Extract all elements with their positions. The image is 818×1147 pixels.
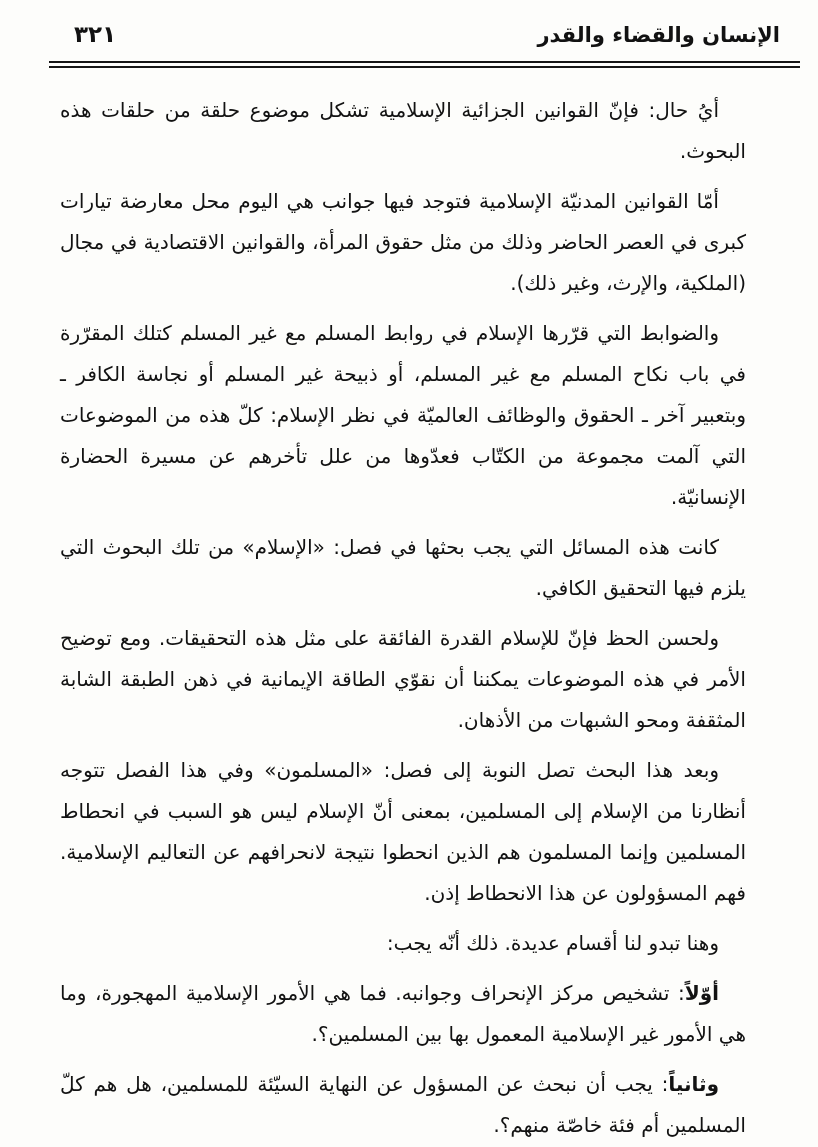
paragraph-text: وبعد هذا البحث تصل النوبة إلى فصل: «المسلمون» وفي هذا الفصل تتوجه أنظارنا من الإسلام إلى المسلمين، بمعنى أنّ الإسلام ليس هو السبب في انحطاط المسلمين وإنما المسلمون هم الذين انحطوا نتيجة لانحرافهم عن التعاليم الإسلامية. فهم المسؤولون عن هذا الانحطاط إذن. <box>60 758 746 905</box>
paragraph-text: ولحسن الحظ فإنّ للإسلام القدرة الفائقة على مثل هذه التحقيقات. ومع توضيح الأمر في هذه الموضوعات يمكننا أن نقوّي الطاقة الإيمانية في ذهن الطبقة الشابة المثقفة ومحو الشبهات من الأذهان. <box>60 626 746 732</box>
paragraph <box>60 750 746 914</box>
paragraph <box>60 181 746 304</box>
paragraph-lead: وثانياً <box>668 1072 719 1096</box>
paragraph <box>60 923 746 964</box>
paragraph <box>60 618 746 741</box>
paragraph-text: أيُ حال: فإنّ القوانين الجزائية الإسلامية تشكل موضوع حلقة من حلقات هذه البحوث. <box>60 98 746 163</box>
paragraph-text: كانت هذه المسائل التي يجب بحثها في فصل: «الإسلام» من تلك البحوث التي يلزم فيها التحقيق الكافي. <box>60 535 746 600</box>
paragraph-text: : تشخيص مركز الإنحراف وجوانبه. فما هي الأمور الإسلامية المهجورة، وما هي الأمور غير الإسلامية المعمول بها بين المسلمين؟. <box>60 981 746 1046</box>
paragraph-text: : يجب أن نبحث عن المسؤول عن النهاية السيّئة للمسلمين، هل هم كلّ المسلمين أم فئة خاصّة منهم؟. <box>60 1072 746 1137</box>
paragraph <box>60 1064 746 1146</box>
paragraph-lead: أوّلاً <box>684 981 719 1005</box>
page-number: ٣٢١ <box>74 22 117 48</box>
paragraph-text: أمّا القوانين المدنيّة الإسلامية فتوجد فيها جوانب هي اليوم محل معارضة تيارات كبرى في العصر الحاضر وذلك من مثل حقوق المرأة، والقوانين الاقتصادية في مجال (الملكية، والإرث، وغير ذلك). <box>60 189 746 295</box>
body-text <box>60 90 746 1146</box>
running-title: الإنسان والقضاء والقدر <box>537 23 780 47</box>
page-header <box>74 22 780 48</box>
paragraph <box>60 527 746 609</box>
paragraph-text: والضوابط التي قرّرها الإسلام في روابط المسلم مع غير المسلم كتلك المقرّرة في باب نكاح المسلم مع غير المسلم، أو ذبيحة غير المسلم أو نجاسة الكافر ـ وبتعبير آخر ـ الحقوق والوظائف العالميّة في نظر الإسلام: كلّ هذه من الموضوعات التي آلمت مجموعة من الكتّاب فعدّوها من علل تأخرهم عن مسيرة الحضارة الإنسانيّة. <box>60 321 746 509</box>
paragraph <box>60 90 746 172</box>
paragraph-text: وهنا تبدو لنا أقسام عديدة. ذلك أنّه يجب: <box>386 931 719 955</box>
header-double-rule <box>49 61 800 68</box>
paragraph <box>60 313 746 518</box>
paragraph <box>60 973 746 1055</box>
